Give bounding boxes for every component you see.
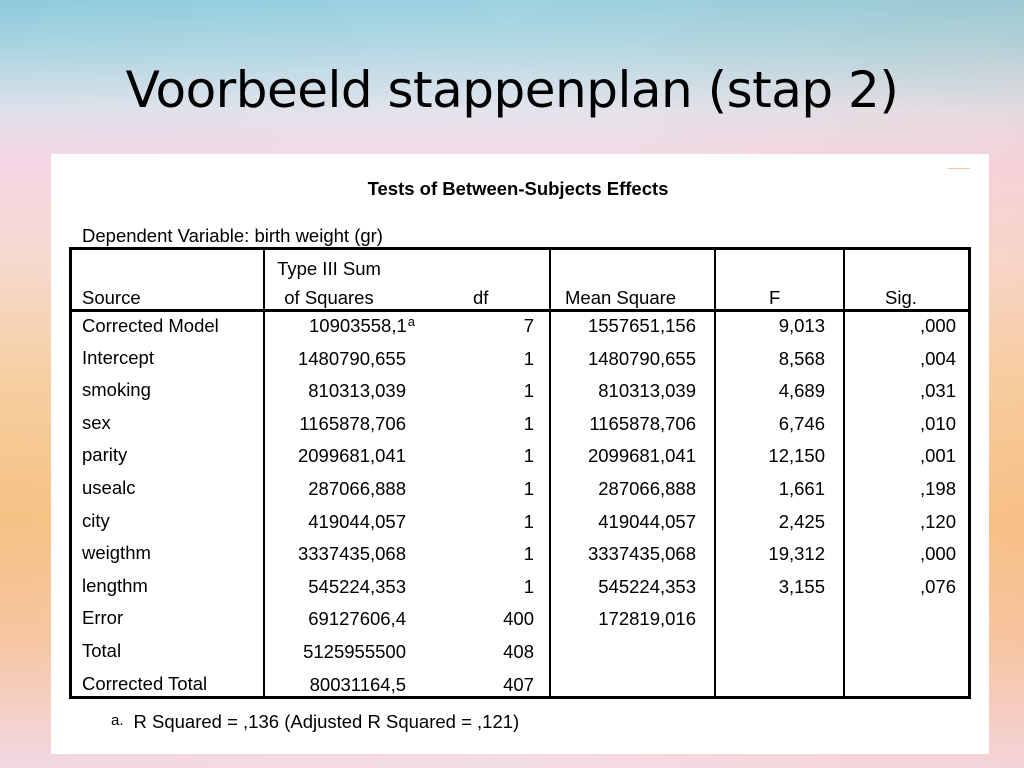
cell-mean-square: [589, 413, 696, 435]
cell-mean-square-text: 810313,039: [598, 380, 696, 402]
table-row: [72, 641, 968, 673]
cell-df-text: 1: [523, 412, 534, 434]
cell-df: [524, 478, 534, 500]
cell-sum-of-squares: [298, 348, 406, 370]
cell-f: [779, 348, 825, 370]
cell-mean-square-text: 172819,016: [598, 608, 696, 630]
cell-mean-square-text: 287066,888: [598, 478, 696, 499]
table-row: [72, 543, 968, 575]
cell-mean-square: [588, 315, 696, 337]
header-df: df: [473, 287, 489, 308]
cell-sum-of-squares-text: 69127606,4: [308, 608, 406, 630]
cell-f-text: 1,661: [778, 478, 825, 499]
cell-f-text: 4,689: [778, 380, 825, 402]
cell-sig: [920, 380, 956, 402]
cell-df: [524, 576, 534, 598]
cell-source: [82, 412, 111, 434]
cell-mean-square: [598, 380, 696, 402]
cell-sum-of-squares-text: 10903558,1: [309, 315, 407, 336]
cell-source-text: sex: [82, 411, 111, 433]
footnote-text: R Squared = ,136 (Adjusted R Squared = ,121): [133, 711, 520, 732]
header-sum-of-squares: [267, 258, 391, 309]
cell-f: [768, 543, 825, 565]
cell-sum-of-squares: [308, 576, 406, 598]
cell-source-text: Error: [82, 607, 124, 629]
cell-f-text: 12,150: [768, 445, 825, 467]
cell-sum-of-squares: [308, 511, 406, 533]
cell-sig-text: ,010: [919, 412, 956, 434]
header-f: F: [769, 287, 781, 308]
cell-sig-text: ,031: [919, 380, 956, 402]
cell-df-text: 7: [523, 315, 534, 336]
cell-source-text: Total: [82, 640, 122, 661]
cell-source-text: usealc: [82, 477, 136, 498]
cell-df-text: 1: [523, 347, 534, 369]
cell-sig: [920, 413, 956, 435]
table-row: [72, 608, 968, 640]
cell-source: [82, 315, 219, 337]
cell-df: [503, 641, 534, 663]
cell-source: [82, 640, 121, 662]
cell-sig: [920, 478, 956, 500]
cell-df: [503, 608, 534, 630]
cell-f-text: 2,425: [778, 510, 825, 532]
table-panel: [51, 154, 989, 754]
cell-source-text: smoking: [82, 379, 151, 401]
header-sum-of-squares-line1: Type III Sum: [277, 258, 381, 279]
cell-mean-square: [598, 608, 696, 630]
table-row: [72, 380, 968, 412]
cell-df-text: 1: [523, 478, 534, 499]
header-source: Source: [82, 287, 141, 308]
cell-source: [82, 673, 207, 695]
cell-sig: [920, 543, 956, 565]
cell-source-text: Corrected Total: [82, 672, 208, 694]
table-row: [72, 478, 968, 510]
cell-source-text: parity: [82, 444, 128, 466]
header-sum-of-squares-line2: of Squares: [284, 287, 374, 308]
anova-table: [69, 247, 971, 699]
cell-df: [524, 348, 534, 370]
table-footnote: [111, 711, 519, 733]
cell-mean-square-text: 1480790,655: [587, 347, 696, 369]
cell-sig: [920, 315, 956, 337]
footnote-reference: a: [407, 314, 415, 329]
cell-mean-square-text: 2099681,041: [587, 445, 696, 467]
cell-source: [82, 510, 110, 532]
cell-df-text: 408: [503, 641, 534, 662]
cell-sig-text: ,198: [919, 478, 956, 499]
cell-df-text: 407: [503, 673, 534, 695]
table-row: [72, 315, 968, 347]
cell-sum-of-squares-text: 80031164,5: [309, 673, 406, 695]
cell-sum-of-squares-text: 810313,039: [308, 380, 406, 402]
cell-f: [779, 576, 825, 598]
cell-df: [524, 445, 534, 467]
header-rule: [72, 309, 968, 312]
cell-df-text: 400: [503, 608, 534, 630]
cell-df-text: 1: [523, 380, 534, 402]
cell-sum-of-squares-text: 419044,057: [308, 510, 406, 532]
cell-df: [524, 543, 534, 565]
cell-f: [779, 478, 825, 500]
cell-sum-of-squares: [299, 413, 406, 435]
cell-source-text: weigthm: [82, 542, 151, 564]
cell-df: [524, 380, 534, 402]
cell-mean-square: [598, 576, 696, 598]
cell-sum-of-squares-text: 1165878,706: [299, 412, 406, 434]
cell-sum-of-squares-text: 2099681,041: [297, 445, 406, 467]
dependent-variable-label: Dependent Variable: birth weight (gr): [82, 225, 383, 246]
cell-source-text: city: [82, 509, 110, 531]
cell-sig-text: ,000: [919, 315, 956, 336]
cell-sum-of-squares: [310, 674, 406, 696]
cell-df-text: 1: [523, 510, 534, 532]
cell-mean-square: [588, 445, 696, 467]
cell-f-text: 8,568: [778, 347, 825, 369]
cell-mean-square-text: 1165878,706: [589, 412, 696, 434]
cell-sig-text: ,004: [919, 347, 956, 369]
cell-mean-square: [588, 543, 696, 565]
table-caption-text: Tests of Between-Subjects Effects: [367, 178, 669, 199]
cell-sig: [920, 445, 956, 467]
cell-f: [779, 380, 825, 402]
cell-f: [779, 413, 825, 435]
cell-df: [524, 413, 534, 435]
cell-sum-of-squares: [303, 641, 406, 663]
cell-source: [82, 347, 154, 369]
cell-sum-of-squares: [298, 445, 406, 467]
cell-df-text: 1: [523, 445, 534, 467]
cell-mean-square-text: 419044,057: [598, 510, 696, 532]
cell-mean-square-text: 545224,353: [598, 575, 696, 597]
cell-source: [82, 477, 135, 499]
cell-sum-of-squares-text: 1480790,655: [297, 347, 406, 369]
cell-mean-square-text: 1557651,156: [587, 315, 696, 336]
cell-mean-square: [598, 478, 696, 500]
table-caption: [51, 178, 989, 200]
cell-sum-of-squares-text: 545224,353: [308, 575, 406, 597]
header-mean-square: Mean Square: [565, 287, 677, 308]
cell-source: [82, 542, 151, 564]
cell-sig-text: ,120: [919, 510, 956, 532]
cell-source: [82, 607, 123, 629]
cell-sig-text: ,001: [919, 445, 956, 467]
cell-f-text: 9,013: [778, 315, 825, 336]
decorative-mark: [948, 168, 970, 169]
cell-df-text: 1: [523, 543, 534, 565]
cell-sum-of-squares-text: 5125955500: [303, 641, 406, 662]
cell-sum-of-squares: [298, 543, 406, 565]
cell-source-text: lengthm: [82, 574, 148, 596]
cell-source: [82, 379, 151, 401]
cell-sum-of-squares: [308, 478, 406, 500]
footnote-marker: a.: [111, 712, 124, 729]
cell-mean-square: [588, 348, 696, 370]
cell-f: [779, 315, 825, 337]
cell-sig: [920, 511, 956, 533]
header-sig: Sig.: [885, 287, 917, 308]
cell-sum-of-squares-text: 287066,888: [308, 478, 406, 499]
cell-sum-of-squares: [308, 608, 406, 630]
table-row: [72, 576, 968, 608]
cell-source: [82, 575, 148, 597]
cell-sum-of-squares: [309, 315, 415, 339]
table-row: [72, 348, 968, 380]
table-row: [72, 511, 968, 543]
cell-f: [779, 511, 825, 533]
cell-mean-square-text: 3337435,068: [587, 543, 696, 565]
cell-f-text: 3,155: [778, 575, 825, 597]
cell-sum-of-squares: [308, 380, 406, 402]
cell-sig: [920, 576, 956, 598]
cell-source: [82, 444, 127, 466]
cell-f-text: 6,746: [778, 412, 825, 434]
cell-df: [524, 511, 534, 533]
table-row: [72, 413, 968, 445]
cell-sig: [920, 348, 956, 370]
cell-df: [524, 315, 534, 337]
cell-sig-text: ,000: [919, 543, 956, 565]
cell-sig-text: ,076: [919, 575, 956, 597]
cell-df-text: 1: [523, 575, 534, 597]
cell-df: [503, 674, 534, 696]
cell-mean-square: [598, 511, 696, 533]
cell-source-text: Corrected Model: [82, 315, 219, 336]
slide-title: Voorbeeld stappenplan (stap 2): [125, 61, 899, 119]
table-row: [72, 674, 968, 706]
table-row: [72, 445, 968, 477]
cell-f: [768, 445, 825, 467]
cell-f-text: 19,312: [768, 543, 825, 565]
cell-sum-of-squares-text: 3337435,068: [297, 543, 406, 565]
cell-source-text: Intercept: [82, 346, 154, 368]
